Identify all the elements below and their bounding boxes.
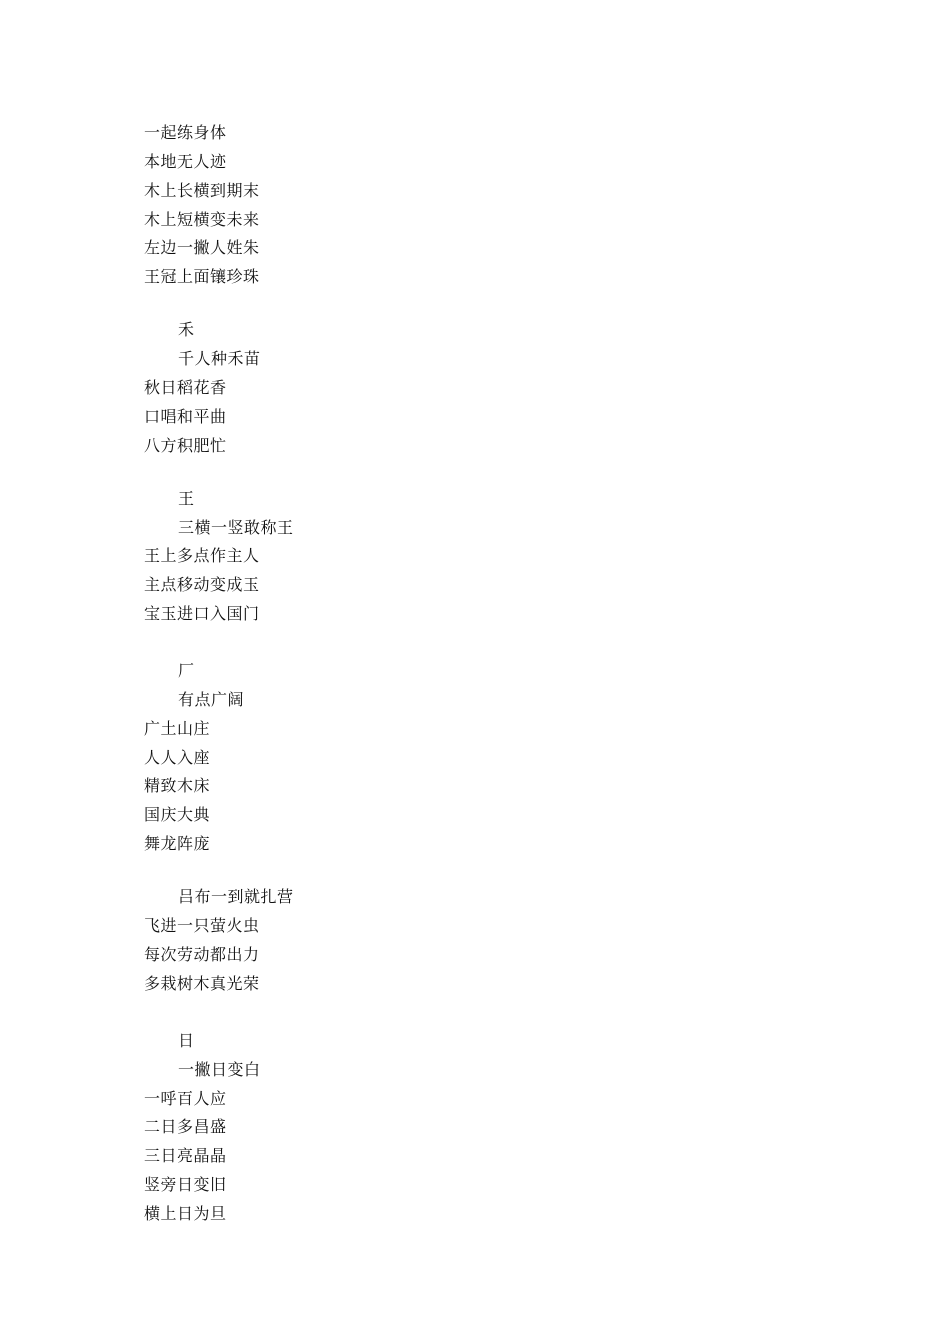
text-line: 一撇日变白 [178,1060,261,1079]
text-line: 多栽树木真光荣 [144,974,260,993]
text-line: 口唱和平曲 [144,407,227,426]
text-line: 八方积肥忙 [144,436,227,455]
text-line: 每次劳动都出力 [144,945,260,964]
text-line: 千人种禾苗 [178,349,261,368]
section-heading: 禾 [178,320,195,339]
text-line: 秋日稻花香 [144,378,227,397]
text-line: 二日多昌盛 [144,1117,227,1136]
text-line: 飞进一只萤火虫 [144,916,260,935]
section-heading: 厂 [178,661,195,680]
text-line: 横上日为旦 [144,1204,227,1223]
section-heading: 日 [178,1031,195,1050]
text-line: 一起练身体 [144,123,227,142]
text-line: 三日亮晶晶 [144,1146,227,1165]
text-line: 三横一竖敢称王 [178,518,294,537]
text-line: 有点广阔 [178,690,245,709]
text-line: 左边一撇人姓朱 [144,238,260,257]
text-line: 宝玉进口入国门 [144,604,260,623]
text-line: 木上短横变未来 [144,210,260,229]
text-line: 主点移动变成玉 [144,575,260,594]
text-line: 舞龙阵庞 [144,834,211,853]
text-line: 王冠上面镶珍珠 [144,267,260,286]
section-heading: 王 [178,489,195,508]
text-line: 王上多点作主人 [144,546,260,565]
text-line: 一呼百人应 [144,1089,227,1108]
text-line: 吕布一到就扎营 [178,887,294,906]
text-line: 人人入座 [144,748,211,767]
text-line: 竖旁日变旧 [144,1175,227,1194]
text-line: 本地无人迹 [144,152,227,171]
text-line: 精致木床 [144,776,211,795]
text-line: 广土山庄 [144,719,211,738]
text-line: 国庆大典 [144,805,211,824]
text-line: 木上长横到期末 [144,181,260,200]
